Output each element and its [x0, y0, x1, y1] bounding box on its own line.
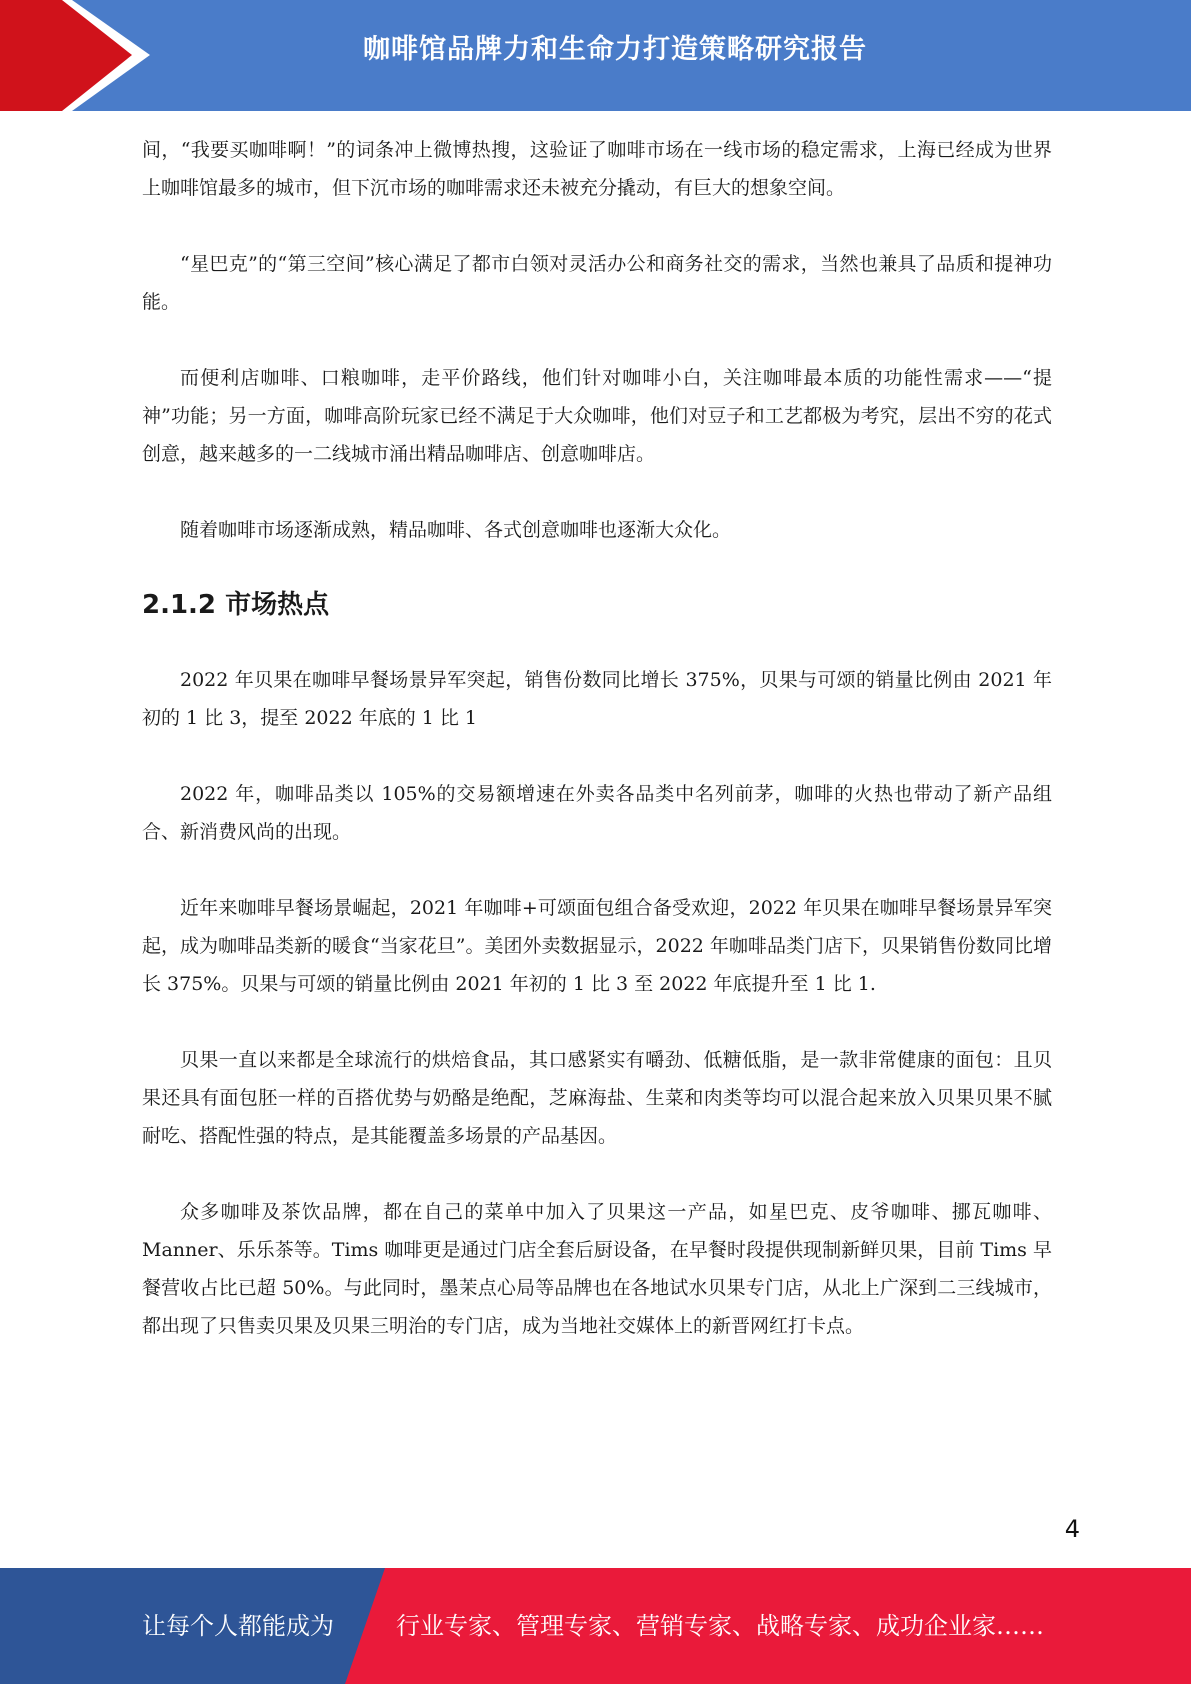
document-body	[142, 131, 1052, 1345]
header-arrow-decoration	[0, 0, 150, 111]
page-number: 4	[1064, 1515, 1080, 1543]
paragraph: 而便利店咖啡、口粮咖啡，走平价路线，他们针对咖啡小白，关注咖啡最本质的功能性需求——“提神”功能；另一方面，咖啡高阶玩家已经不满足于大众咖啡，他们对豆子和工艺都极为考究，层出不穷的花式创意，越来越多的一二线城市涌出精品咖啡店、创意咖啡店。	[142, 367, 1052, 465]
page-footer	[0, 1568, 1191, 1684]
paragraph: 近年来咖啡早餐场景崛起，2021 年咖啡+可颂面包组合备受欢迎，2022 年贝果在咖啡早餐场景异军突起，成为咖啡品类新的暖食“当家花旦”。美团外卖数据显示，2022 年咖啡品类门店下，贝果销售份数同比增长 375%。贝果与可颂的销量比例由 2021 年初的 1 比 3 至 2022 年底提升至 1 比 1.	[142, 897, 1052, 995]
paragraph: 随着咖啡市场逐渐成熟，精品咖啡、各式创意咖啡也逐渐大众化。	[180, 519, 732, 541]
document-title: 咖啡馆品牌力和生命力打造策略研究报告	[363, 34, 867, 65]
paragraph: 间，“我要买咖啡啊！”的词条冲上微博热搜，这验证了咖啡市场在一线市场的稳定需求，上海已经成为世界上咖啡馆最多的城市，但下沉市场的咖啡需求还未被充分撬动，有巨大的想象空间。	[142, 139, 1052, 199]
paragraph: “星巴克”的“第三空间”核心满足了都市白领对灵活办公和商务社交的需求，当然也兼具了品质和提神功能。	[142, 253, 1052, 313]
footer-slogan-left: 让每个人都能成为	[142, 1612, 334, 1640]
page-header	[0, 0, 1191, 111]
paragraph: 2022 年，咖啡品类以 105%的交易额增速在外卖各品类中名列前茅，咖啡的火热也带动了新产品组合、新消费风尚的出现。	[142, 783, 1052, 843]
paragraph: 贝果一直以来都是全球流行的烘焙食品，其口感紧实有嚼劲、低糖低脂，是一款非常健康的面包：且贝果还具有面包胚一样的百搭优势与奶酪是绝配，芝麻海盐、生菜和肉类等均可以混合起来放入贝果贝果不腻耐吃、搭配性强的特点，是其能覆盖多场景的产品基因。	[142, 1049, 1052, 1147]
paragraph: 2022 年贝果在咖啡早餐场景异军突起，销售份数同比增长 375%，贝果与可颂的销量比例由 2021 年初的 1 比 3，提至 2022 年底的 1 比 1	[142, 669, 1052, 729]
paragraph: 众多咖啡及茶饮品牌，都在自己的菜单中加入了贝果这一产品，如星巴克、皮爷咖啡、挪瓦咖啡、Manner、乐乐茶等。Tims 咖啡更是通过门店全套后厨设备，在早餐时段提供现制新鲜贝果，目前 Tims 早餐营收占比已超 50%。与此同时，墨茉点心局等品牌也在各地试水贝果专门店，从北上广深到二三线城市，都出现了只售卖贝果及贝果三明治的专门店，成为当地社交媒体上的新晋网红打卡点。	[142, 1201, 1052, 1337]
footer-slogan-right: 行业专家、管理专家、营销专家、战略专家、成功企业家……	[396, 1612, 1044, 1640]
section-heading: 2.1.2 市场热点	[142, 590, 330, 620]
